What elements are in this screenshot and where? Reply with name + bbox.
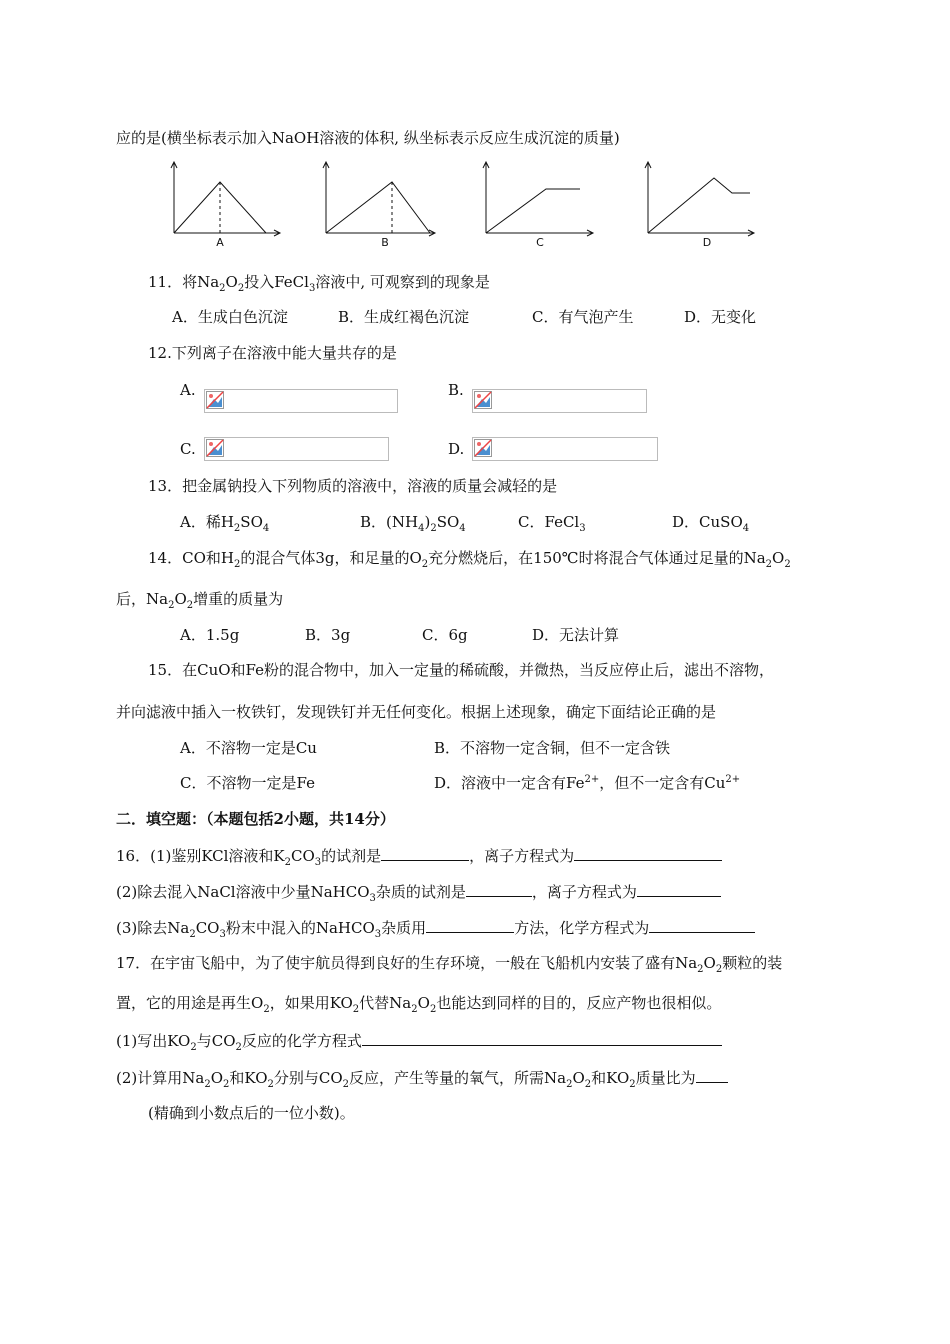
q13-option-c: C．FeCl$_3$ [518, 513, 586, 534]
graph-figure [160, 158, 760, 253]
q12-stem: 12.下列离子在溶液中能大量共存的是 [148, 344, 397, 362]
answer-blank[interactable] [574, 845, 722, 861]
q14-line-1: 14．CO和$H_2$的混合气体3g，和足量的$O_2$充分燃烧后，在150℃时将混合气体通过足量的$Na_2O_2$ [148, 549, 791, 570]
broken-image-icon [474, 439, 492, 457]
broken-image-icon [474, 391, 492, 409]
graph-d-label: D [702, 236, 712, 249]
q14-option-b: B．3g [305, 626, 351, 644]
answer-blank[interactable] [466, 881, 532, 897]
q15-line-2: 并向滤液中插入一枚铁钉，发现铁钉并无任何变化。根据上述现象，确定下面结论正确的是 [116, 703, 717, 721]
broken-image-icon [206, 439, 224, 457]
answer-blank[interactable] [696, 1067, 728, 1083]
q16-line-1: 16．(1)鉴别KCl溶液和$K_2CO_3$的试剂是 ，离子方程式为 [116, 845, 722, 866]
graph-b-label: B [381, 236, 389, 249]
q12-option-c-image [204, 437, 389, 461]
q12-label-b: B. [448, 381, 464, 399]
q16-line-3: (3)除去$Na_2CO_3$粉末中混入的NaHCO$_3$杂质用 方法，化学方程式为 [116, 917, 755, 938]
q16-line-2: (2)除去混入NaCl溶液中少量NaHCO$_3$杂质的试剂是 ，离子方程式为 [116, 881, 721, 902]
q12-label-d: D. [448, 440, 465, 458]
q12-label-c: C. [180, 440, 196, 458]
q13-option-a: A．稀$H_2SO_4$ [180, 513, 270, 534]
q12-option-b-image [472, 389, 647, 413]
q11-option-b: B．生成红褐色沉淀 [338, 308, 470, 326]
q17-line-1: 17．在宇宙飞船中，为了使宇航员得到良好的生存环境，一般在飞船机内安装了盛有$Na_2O_2$颗粒的装 [116, 954, 783, 975]
section-2-heading: 二．填空题：（本题包括2小题，共14分） [116, 810, 395, 828]
answer-blank[interactable] [637, 881, 721, 897]
q13-stem: 13．把金属钠投入下列物质的溶液中，溶液的质量会减轻的是 [148, 477, 558, 495]
q12-option-d-image [472, 437, 658, 461]
q14-line-2: 后，$Na_2O_2$增重的质量为 [116, 590, 284, 611]
intro-text: 应的是(横坐标表示加入NaOH溶液的体积, 纵坐标表示反应生成沉淀的质量) [116, 129, 620, 147]
q15-option-d: D．溶液中一定含有$Fe^{2+}$，但不一定含有$Cu^{2+}$ [434, 774, 741, 792]
q12-option-a-image [204, 389, 398, 413]
answer-blank[interactable] [649, 917, 755, 933]
q14-option-d: D．无法计算 [532, 626, 620, 644]
q17-line-3: (1)写出$KO_2$与$CO_2$反应的化学方程式 [116, 1030, 722, 1051]
answer-blank[interactable] [381, 845, 469, 861]
q11-stem: 11．将$Na_2O_2$投入FeCl$_3$溶液中, 可观察到的现象是 [148, 273, 490, 294]
q15-option-c: C．不溶物一定是Fe [180, 774, 315, 792]
graph-c-label: C [536, 236, 544, 249]
graph-a-label: A [216, 236, 224, 249]
graph-b-curve [326, 182, 430, 233]
q11-option-a: A．生成白色沉淀 [172, 308, 288, 326]
q17-line-4: (2)计算用$Na_2O_2$和$KO_2$分别与$CO_2$反应，产生等量的氧气，所需$Na_2O_2$和$KO_2$质量比为 [116, 1067, 728, 1088]
broken-image-icon [206, 391, 224, 409]
graph-c-curve [486, 189, 580, 233]
q13-option-d: D．CuSO$_4$ [672, 513, 750, 534]
graph-d-curve [648, 178, 750, 233]
q12-label-a: A. [180, 381, 196, 399]
answer-blank[interactable] [426, 917, 514, 933]
q15-option-a: A．不溶物一定是Cu [180, 739, 317, 757]
q11-option-d: D．无变化 [684, 308, 757, 326]
q14-option-c: C．6g [422, 626, 468, 644]
q14-option-a: A．1.5g [180, 626, 240, 644]
q15-line-1: 15．在CuO和Fe粉的混合物中，加入一定量的稀硫酸，并微热，当反应停止后，滤出不溶物， [148, 661, 774, 679]
q13-option-b: B．$(NH_4)_2SO_4$ [360, 513, 466, 534]
q15-option-b: B．不溶物一定含铜，但不一定含铁 [434, 739, 671, 757]
q17-line-5: (精确到小数点后的一位小数)。 [148, 1104, 355, 1122]
q11-option-c: C．有气泡产生 [532, 308, 634, 326]
q17-line-2: 置，它的用途是再生$O_2$，如果用$KO_2$代替$Na_2O_2$也能达到同样的目的，反应产物也很相似。 [116, 994, 722, 1015]
answer-blank[interactable] [362, 1030, 722, 1046]
